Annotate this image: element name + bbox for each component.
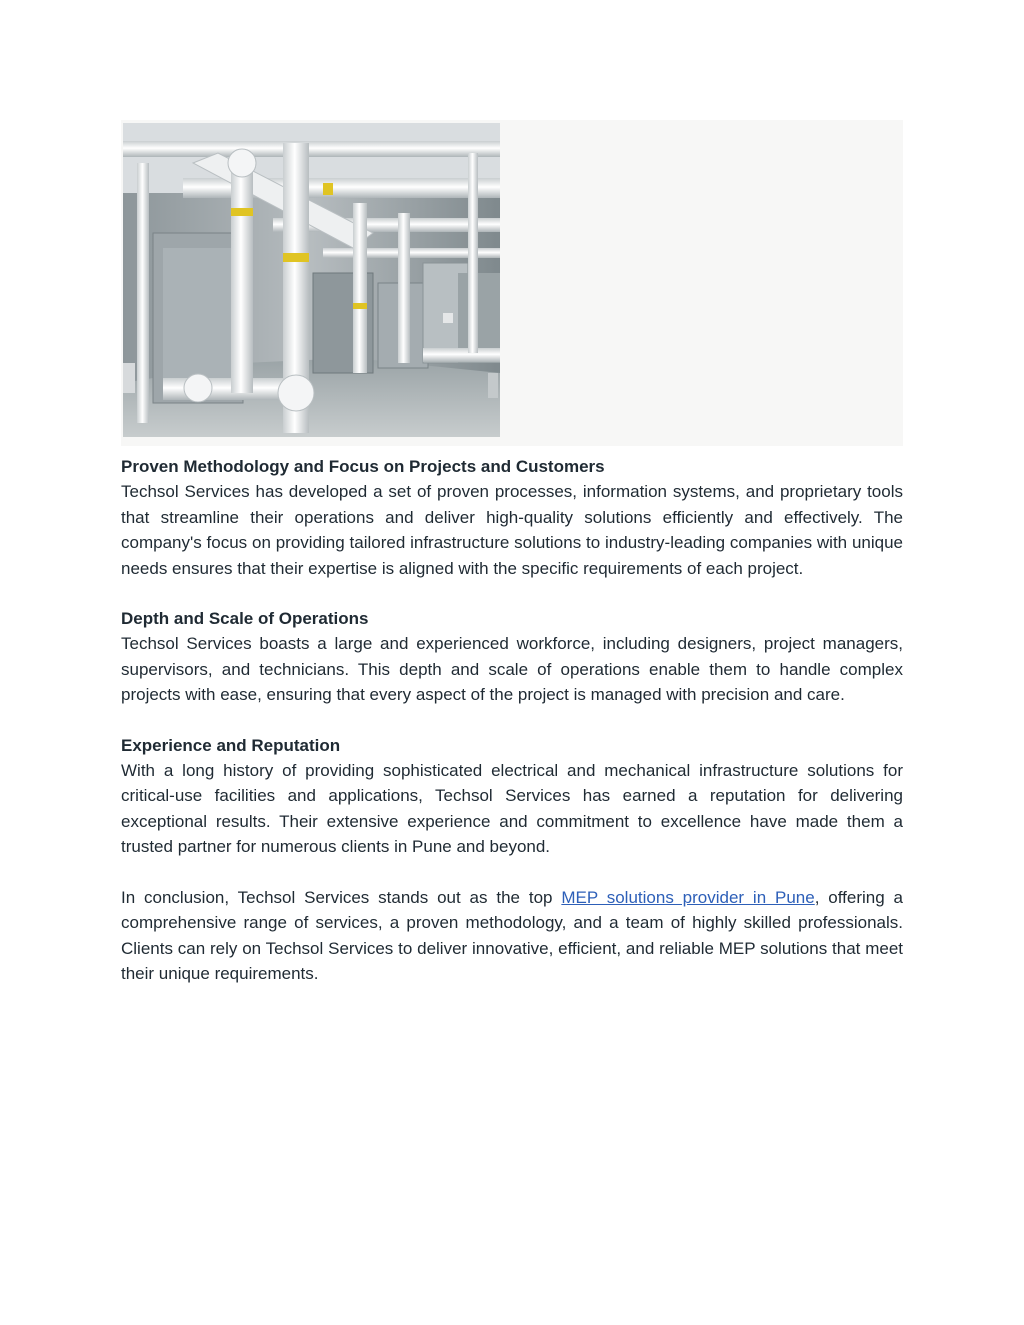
section-heading: Proven Methodology and Focus on Projects and Customers bbox=[121, 457, 605, 476]
section-heading: Experience and Reputation bbox=[121, 735, 341, 755]
section-experience bbox=[121, 733, 903, 860]
mechanical-room-photo bbox=[123, 123, 500, 437]
conclusion-text-before: In conclusion, Techsol Services stands out as the top bbox=[121, 887, 562, 907]
section-methodology bbox=[121, 454, 903, 581]
section-body: With a long history of providing sophisticated electrical and mechanical infrastructure solutions for critical-use facilities and applications, Techsol Services has earned a reputation for delivering exceptional results. Their extensive experience and commitment to excellence have made them a trusted partner for numerous clients in Pune and beyond. bbox=[121, 761, 903, 857]
document-page bbox=[121, 120, 903, 986]
section-heading: Depth and Scale of Operations bbox=[121, 609, 369, 629]
conclusion-paragraph bbox=[121, 885, 903, 987]
figure-container bbox=[121, 120, 903, 446]
section-conclusion bbox=[121, 885, 903, 987]
mep-provider-link[interactable]: MEP solutions provider in Pune bbox=[561, 887, 815, 907]
conclusion-text-after: , offering a comprehensive range of services, a proven methodology, and a team of highly skilled professionals. Clients can rely on Techsol Services to deliver innovative, efficient, and reliable MEP solutions that meet their unique requirements. bbox=[121, 887, 904, 983]
section-operations bbox=[121, 606, 903, 708]
section-body: Techsol Services has developed a set of proven processes, information systems, and proprietary tools that streamline their operations and deliver high-quality solutions efficiently and effectively. The company's focus on providing tailored infrastructure solutions to industry-leading companies with unique needs ensures that their expertise is aligned with the specific requirements of each project. bbox=[121, 482, 903, 578]
section-body: Techsol Services boasts a large and experienced workforce, including designers, project managers, supervisors, and technicians. This depth and scale of operations enable them to handle complex projects with ease, ensuring that every aspect of the project is managed with precision and care. bbox=[121, 634, 903, 705]
